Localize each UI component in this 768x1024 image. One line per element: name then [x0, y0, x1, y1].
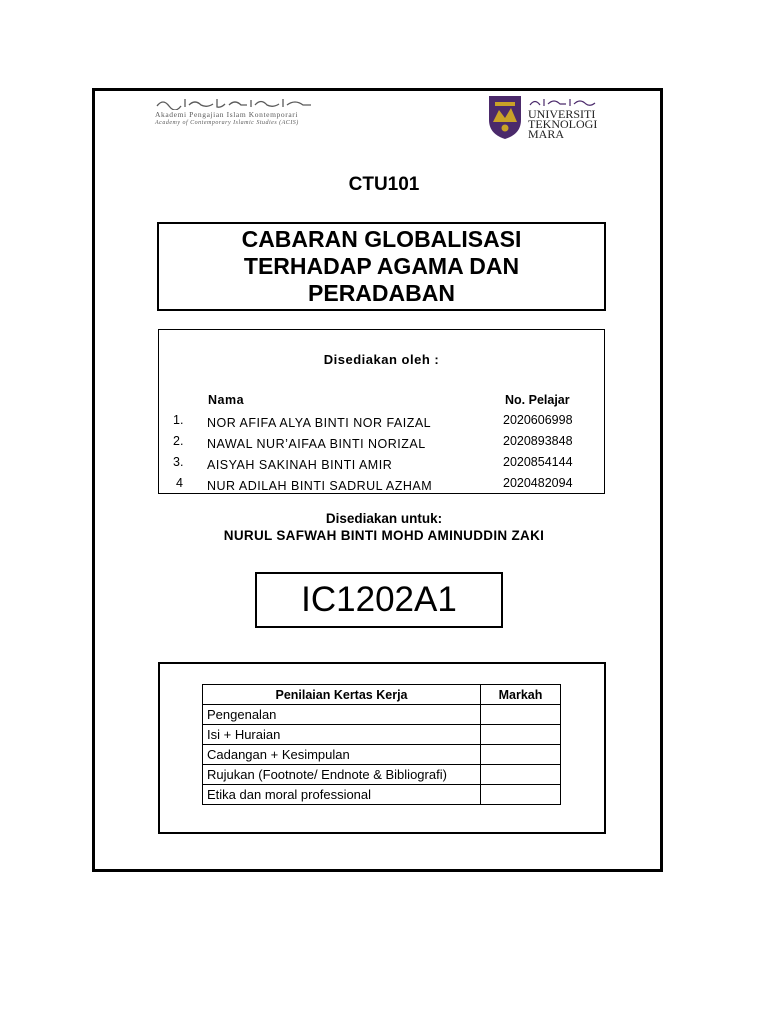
table-row	[203, 725, 561, 745]
student-id: 2020482094	[503, 476, 573, 490]
marks-cell[interactable]	[481, 785, 561, 805]
table-row	[203, 765, 561, 785]
prepared-for-label: Disediakan untuk:	[325, 511, 443, 526]
student-id: 2020893848	[503, 434, 573, 448]
criteria-cell: Etika dan moral professional	[203, 785, 481, 805]
lecturer-name: NURUL SAFWAH BINTI MOHD AMINUDDIN ZAKI	[223, 528, 545, 543]
marks-column-header: Markah	[481, 685, 561, 705]
assessment-box	[158, 662, 606, 834]
criteria-cell: Isi + Huraian	[203, 725, 481, 745]
student-number: 1.	[173, 413, 184, 427]
acis-arabic-script	[155, 96, 315, 110]
student-row	[159, 413, 604, 433]
prepared-by-label: Disediakan oleh :	[323, 352, 440, 367]
criteria-cell: Cadangan + Kesimpulan	[203, 745, 481, 765]
acis-malay-name: Akademi Pengajian Islam Kontemporari	[155, 110, 299, 119]
uitm-name-line-1: UNIVERSITI	[528, 107, 596, 121]
title-line-2: TERHADAP AGAMA DAN	[243, 253, 520, 279]
group-code-box	[255, 572, 503, 628]
student-name: AISYAH SAKINAH BINTI AMIR	[207, 458, 393, 472]
student-id-column-header: No. Pelajar	[505, 393, 570, 407]
uitm-crest-icon	[486, 94, 524, 140]
student-id: 2020606998	[503, 413, 573, 427]
student-row	[159, 434, 604, 454]
student-row	[159, 476, 604, 496]
acis-english-name: Academy of Contemporary Islamic Studies (ACIS)	[155, 120, 299, 126]
uitm-name-line-3: MARA	[528, 127, 565, 141]
title-line-3: PERADABAN	[308, 280, 455, 306]
student-id: 2020854144	[503, 455, 573, 469]
assessment-table	[202, 684, 561, 805]
table-row	[203, 705, 561, 725]
student-number: 3.	[173, 455, 184, 469]
marks-cell[interactable]	[481, 705, 561, 725]
marks-cell[interactable]	[481, 725, 561, 745]
student-row	[159, 455, 604, 475]
criteria-column-header: Penilaian Kertas Kerja	[203, 685, 481, 705]
table-row	[203, 785, 561, 805]
prepared-by-box	[158, 329, 605, 494]
student-number: 2.	[173, 434, 184, 448]
criteria-cell: Rujukan (Footnote/ Endnote & Bibliografi)	[203, 765, 481, 785]
assignment-title-box	[157, 222, 606, 311]
acis-logo	[155, 96, 330, 136]
criteria-cell: Pengenalan	[203, 705, 481, 725]
uitm-logo	[486, 94, 601, 140]
student-name: NOR AFIFA ALYA BINTI NOR FAIZAL	[207, 416, 432, 430]
table-header-row	[203, 685, 561, 705]
name-column-header: Nama	[208, 393, 245, 407]
table-row	[203, 745, 561, 765]
marks-cell[interactable]	[481, 765, 561, 785]
student-name: NUR ADILAH BINTI SADRUL AZHAM	[207, 479, 433, 493]
marks-cell[interactable]	[481, 745, 561, 765]
uitm-name-line-2: TEKNOLOGI	[528, 117, 598, 131]
title-line-1: CABARAN GLOBALISASI	[241, 226, 522, 252]
course-code: CTU101	[348, 174, 420, 195]
group-code: IC1202A1	[301, 580, 457, 619]
prepared-for-section	[0, 510, 768, 544]
student-number: 4	[176, 476, 183, 490]
student-name: NAWAL NUR’AIFAA BINTI NORIZAL	[207, 437, 426, 451]
